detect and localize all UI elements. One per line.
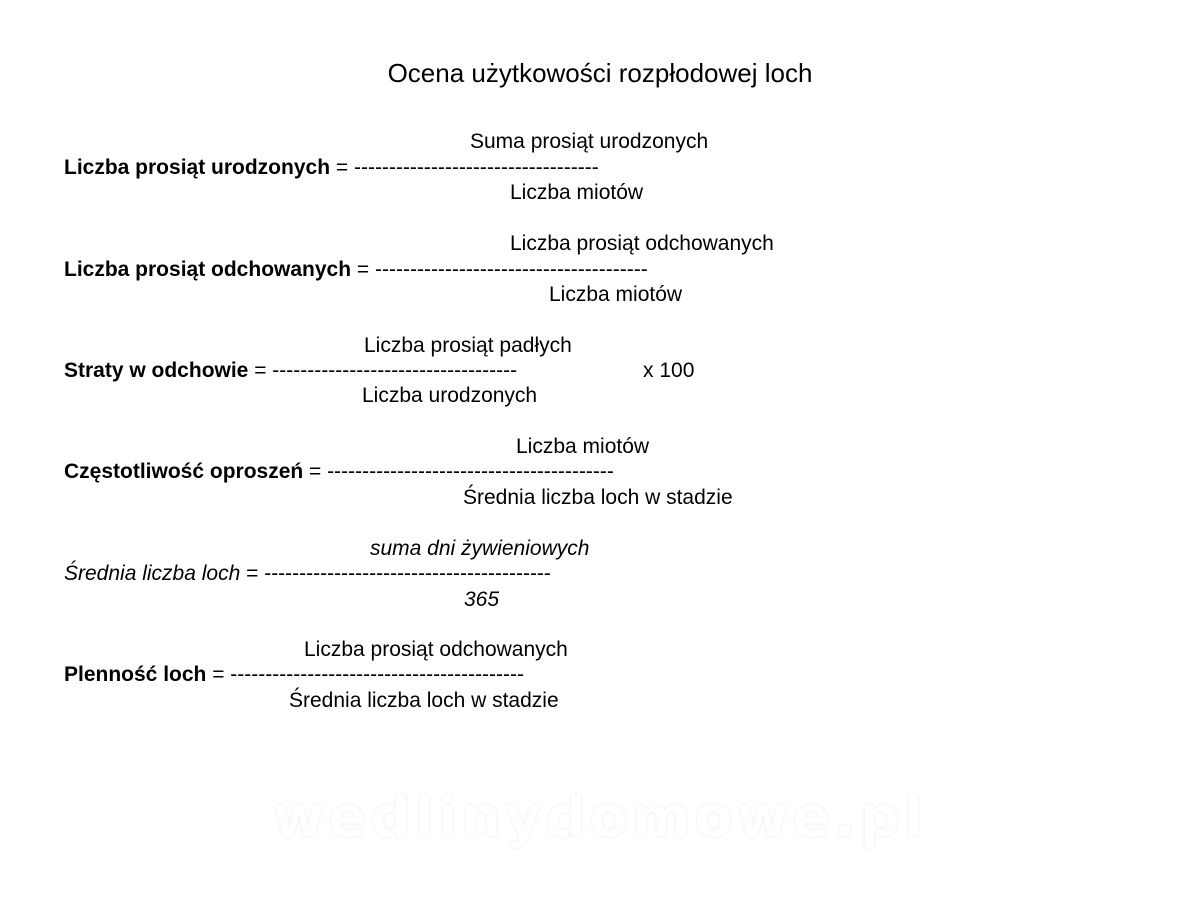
formula-4-denominator: Średnia liczba loch w stadzie bbox=[463, 486, 733, 509]
formula-1-fraction-bar: = ----------------------------------- bbox=[330, 156, 599, 179]
formula-5-numerator: suma dni żywieniowych bbox=[370, 537, 590, 560]
formula-1-numerator: Suma prosiąt urodzonych bbox=[470, 130, 709, 153]
formula-1-denominator: Liczba miotów bbox=[510, 181, 644, 204]
formula-6-denominator: Średnia liczba loch w stadzie bbox=[289, 689, 559, 712]
formula-6-equation bbox=[64, 662, 524, 688]
formula-1-equation bbox=[64, 155, 599, 181]
formula-3-fraction-bar: = ----------------------------------- bbox=[248, 359, 518, 382]
formula-5-equation bbox=[64, 561, 551, 587]
formula-6-label: Plenność loch bbox=[64, 663, 207, 686]
watermark: wedlinydomowe.pl bbox=[272, 785, 928, 850]
formula-4-equation bbox=[64, 459, 614, 485]
formula-4-numerator: Liczba miotów bbox=[516, 435, 650, 458]
formula-5-denominator: 365 bbox=[464, 588, 500, 611]
formula-6-fraction-bar: = ------------------------------------------ bbox=[206, 663, 525, 686]
formula-2-equation bbox=[64, 257, 648, 283]
formula-3-denominator: Liczba urodzonych bbox=[362, 384, 538, 407]
formula-2-label: Liczba prosiąt odchowanych bbox=[64, 258, 352, 281]
formula-2-numerator: Liczba prosiąt odchowanych bbox=[510, 232, 774, 255]
formula-3-equation bbox=[64, 358, 517, 384]
page-title: Ocena użytkowości rozpłodowej loch bbox=[387, 58, 813, 88]
formula-5-label: Średnia liczba loch bbox=[64, 562, 241, 585]
formula-3-numerator: Liczba prosiąt padłych bbox=[364, 334, 572, 357]
formula-3-multiplier: x 100 bbox=[643, 359, 695, 382]
formula-4-fraction-bar: = ----------------------------------------- bbox=[303, 460, 614, 483]
formula-2-fraction-bar: = --------------------------------------- bbox=[351, 258, 648, 281]
formula-1-label: Liczba prosiąt urodzonych bbox=[64, 156, 331, 179]
formula-4-label: Częstotliwość oproszeń bbox=[64, 460, 304, 483]
formula-3-label: Straty w odchowie bbox=[64, 359, 249, 382]
formula-6-numerator: Liczba prosiąt odchowanych bbox=[304, 638, 568, 661]
formula-2-denominator: Liczba miotów bbox=[549, 283, 683, 306]
formula-5-fraction-bar: = ----------------------------------------- bbox=[240, 562, 551, 585]
